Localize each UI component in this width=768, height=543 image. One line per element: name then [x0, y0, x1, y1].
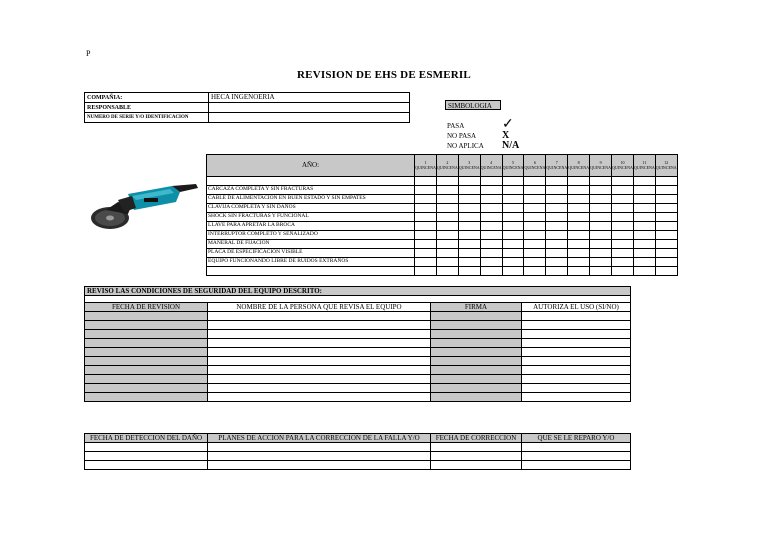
authorize-cell[interactable]	[522, 375, 631, 384]
period-label: QUINCENA	[612, 164, 633, 170]
check-cell[interactable]	[612, 186, 634, 195]
check-cell[interactable]	[480, 249, 502, 258]
signature-cell[interactable]	[431, 357, 522, 366]
check-cell[interactable]	[524, 213, 546, 222]
period-number: 8	[577, 160, 580, 165]
period-header	[502, 155, 524, 177]
check-cell[interactable]	[502, 195, 524, 204]
x-icon: X	[502, 130, 510, 141]
repair-cell[interactable]	[522, 461, 631, 470]
check-cell[interactable]	[633, 249, 655, 258]
check-cell[interactable]	[568, 204, 590, 213]
check-cell[interactable]	[524, 195, 546, 204]
period-header	[480, 155, 502, 177]
check-cell[interactable]	[633, 213, 655, 222]
checklist-row	[207, 240, 678, 249]
check-cell[interactable]	[612, 249, 634, 258]
authorize-cell[interactable]	[522, 357, 631, 366]
check-cell[interactable]	[415, 177, 437, 186]
signature-cell[interactable]	[431, 321, 522, 330]
reviewer-name-cell[interactable]	[208, 330, 431, 339]
check-cell[interactable]	[568, 195, 590, 204]
repair-cell[interactable]	[522, 443, 631, 452]
check-cell[interactable]	[590, 249, 612, 258]
checklist-row	[207, 177, 678, 186]
check-cell[interactable]	[480, 231, 502, 240]
check-cell[interactable]	[458, 213, 480, 222]
period-label: QUINCENA	[458, 164, 480, 170]
check-cell[interactable]	[590, 258, 612, 267]
check-cell[interactable]	[524, 222, 546, 231]
check-cell[interactable]	[633, 186, 655, 195]
checklist-row	[207, 231, 678, 240]
review-table	[84, 286, 631, 402]
period-header	[436, 155, 458, 177]
review-row	[85, 321, 631, 330]
check-cell[interactable]	[436, 249, 458, 258]
check-cell[interactable]	[612, 258, 634, 267]
check-cell[interactable]	[546, 249, 568, 258]
check-cell[interactable]	[415, 204, 437, 213]
check-cell[interactable]	[568, 186, 590, 195]
reviewer-name-cell[interactable]	[208, 366, 431, 375]
check-cell[interactable]	[415, 249, 437, 258]
action-row	[85, 461, 631, 470]
signature-cell[interactable]	[431, 375, 522, 384]
check-cell[interactable]	[458, 204, 480, 213]
check-cell[interactable]	[480, 267, 502, 276]
check-icon: ✓	[502, 117, 514, 132]
check-cell[interactable]	[590, 195, 612, 204]
period-label: QUINCENA	[546, 164, 568, 170]
check-cell[interactable]	[502, 213, 524, 222]
authorize-cell[interactable]	[522, 384, 631, 393]
check-cell[interactable]	[415, 222, 437, 231]
checklist-item-label: PLACA DE ESPECIFICACION VISIBLE	[207, 249, 415, 258]
check-cell[interactable]	[436, 231, 458, 240]
check-cell[interactable]	[480, 222, 502, 231]
check-cell[interactable]	[480, 177, 502, 186]
col-repair-done: QUE SE LE REPARO Y/O	[522, 434, 631, 443]
angle-grinder-image	[88, 180, 200, 236]
review-date-cell[interactable]	[85, 366, 208, 375]
company-label: COMPAÑIA:	[85, 93, 209, 103]
check-cell[interactable]	[612, 213, 634, 222]
correction-date-cell[interactable]	[431, 452, 522, 461]
responsible-label: RESPONSABLE	[85, 103, 209, 113]
review-row	[85, 357, 631, 366]
col-correction-date: FECHA DE CORRECCION	[431, 434, 522, 443]
check-cell[interactable]	[546, 213, 568, 222]
period-number: 7	[555, 160, 558, 165]
check-cell[interactable]	[502, 267, 524, 276]
check-cell[interactable]	[590, 213, 612, 222]
col-reviewer-name: NOMBRE DE LA PERSONA QUE REVISA EL EQUIPO	[208, 303, 431, 312]
check-cell[interactable]	[590, 267, 612, 276]
review-row	[85, 312, 631, 321]
detection-date-cell[interactable]	[85, 443, 208, 452]
review-row	[85, 348, 631, 357]
review-row	[85, 330, 631, 339]
check-cell[interactable]	[502, 258, 524, 267]
review-date-cell[interactable]	[85, 312, 208, 321]
action-plan-cell[interactable]	[208, 461, 431, 470]
check-cell[interactable]	[655, 231, 677, 240]
checklist-blank-row	[207, 267, 415, 276]
check-cell[interactable]	[633, 267, 655, 276]
detection-date-cell[interactable]	[85, 452, 208, 461]
reviewer-name-cell[interactable]	[208, 348, 431, 357]
check-cell[interactable]	[480, 213, 502, 222]
check-cell[interactable]	[590, 186, 612, 195]
check-cell[interactable]	[568, 267, 590, 276]
action-row	[85, 452, 631, 461]
period-number: 12	[664, 160, 669, 165]
period-number: 10	[620, 160, 625, 165]
action-plan-cell[interactable]	[208, 452, 431, 461]
checklist-item-label: CARCAZA COMPLETA Y SIN FRACTURAS	[207, 186, 415, 195]
check-cell[interactable]	[655, 267, 677, 276]
checklist-row	[207, 267, 678, 276]
reviewer-name-cell[interactable]	[208, 393, 431, 402]
authorize-cell[interactable]	[522, 321, 631, 330]
period-number: 9	[599, 160, 602, 165]
check-cell[interactable]	[633, 177, 655, 186]
review-row	[85, 384, 631, 393]
check-cell[interactable]	[633, 222, 655, 231]
period-label: QUINCENA	[633, 164, 655, 170]
authorize-cell[interactable]	[522, 312, 631, 321]
review-date-cell[interactable]	[85, 384, 208, 393]
check-cell[interactable]	[590, 240, 612, 249]
check-cell[interactable]	[568, 249, 590, 258]
check-cell[interactable]	[436, 222, 458, 231]
year-label: AÑO:	[207, 155, 415, 177]
check-cell[interactable]	[436, 195, 458, 204]
period-header	[655, 155, 677, 177]
na-symbol: N/A	[502, 140, 520, 151]
reviewer-name-cell[interactable]	[208, 321, 431, 330]
authorize-cell[interactable]	[522, 366, 631, 375]
col-signature: FIRMA	[431, 303, 522, 312]
authorize-cell[interactable]	[522, 348, 631, 357]
period-label: QUINCENA	[590, 164, 612, 170]
signature-cell[interactable]	[431, 330, 522, 339]
signature-cell[interactable]	[431, 393, 522, 402]
period-header	[415, 155, 437, 177]
review-row	[85, 339, 631, 348]
check-cell[interactable]	[546, 240, 568, 249]
period-number: 3	[468, 160, 471, 165]
check-cell[interactable]	[546, 231, 568, 240]
check-cell[interactable]	[458, 195, 480, 204]
authorize-cell[interactable]	[522, 330, 631, 339]
period-label: QUINCENA	[480, 164, 502, 170]
review-date-cell[interactable]	[85, 330, 208, 339]
check-cell[interactable]	[655, 204, 677, 213]
legend-pass-label: PASA	[447, 122, 465, 130]
repair-cell[interactable]	[522, 452, 631, 461]
check-cell[interactable]	[415, 213, 437, 222]
check-cell[interactable]	[415, 231, 437, 240]
page-title: REVISION DE EHS DE ESMERIL	[297, 69, 471, 81]
detection-date-cell[interactable]	[85, 461, 208, 470]
check-cell[interactable]	[415, 267, 437, 276]
check-cell[interactable]	[655, 195, 677, 204]
checklist-blank-row	[207, 177, 415, 186]
authorize-cell[interactable]	[522, 339, 631, 348]
check-cell[interactable]	[568, 222, 590, 231]
check-cell[interactable]	[633, 258, 655, 267]
check-cell[interactable]	[612, 177, 634, 186]
check-cell[interactable]	[590, 204, 612, 213]
review-date-cell[interactable]	[85, 339, 208, 348]
checklist-item-label: LLAVE PARA APRETAR LA BROCA	[207, 222, 415, 231]
period-number: 4	[490, 160, 493, 165]
period-label: QUINCENA	[568, 164, 590, 170]
check-cell[interactable]	[524, 267, 546, 276]
check-cell[interactable]	[480, 195, 502, 204]
check-cell[interactable]	[612, 267, 634, 276]
check-cell[interactable]	[546, 258, 568, 267]
header-table	[84, 92, 410, 123]
checklist-row	[207, 204, 678, 213]
checklist-row	[207, 195, 678, 204]
check-cell[interactable]	[568, 258, 590, 267]
check-cell[interactable]	[655, 258, 677, 267]
company-field[interactable]: HECA INGENOERIA	[209, 93, 410, 103]
period-number: 11	[642, 160, 647, 165]
period-number: 5	[512, 160, 514, 165]
check-cell[interactable]	[436, 186, 458, 195]
correction-date-cell[interactable]	[431, 461, 522, 470]
review-date-cell[interactable]	[85, 393, 208, 402]
reviewer-name-cell[interactable]	[208, 312, 431, 321]
signature-cell[interactable]	[431, 384, 522, 393]
check-cell[interactable]	[546, 267, 568, 276]
check-cell[interactable]	[458, 240, 480, 249]
responsible-field[interactable]	[209, 103, 410, 113]
signature-cell[interactable]	[431, 339, 522, 348]
review-date-cell[interactable]	[85, 357, 208, 366]
check-cell[interactable]	[415, 240, 437, 249]
check-cell[interactable]	[502, 186, 524, 195]
checklist-row	[207, 222, 678, 231]
check-cell[interactable]	[590, 177, 612, 186]
check-cell[interactable]	[546, 222, 568, 231]
checklist-item-label: EQUIPO FUNCIONANDO LIBRE DE RUIDOS EXTRAÑOS	[207, 258, 415, 267]
review-row	[85, 366, 631, 375]
check-cell[interactable]	[415, 258, 437, 267]
period-header	[612, 155, 634, 177]
check-cell[interactable]	[415, 195, 437, 204]
check-cell[interactable]	[524, 186, 546, 195]
legend-title: SIMBOLOGIA	[445, 100, 501, 110]
col-action-plans: PLANES DE ACCION PARA LA CORRECCION DE LA FALLA Y/O	[208, 434, 431, 443]
correction-date-cell[interactable]	[431, 443, 522, 452]
check-cell[interactable]	[502, 231, 524, 240]
check-cell[interactable]	[436, 204, 458, 213]
checklist-row	[207, 249, 678, 258]
reviewer-name-cell[interactable]	[208, 375, 431, 384]
checklist-item-label: INTERRUPTOR COMPLETO Y SEÑALIZADO	[207, 231, 415, 240]
check-cell[interactable]	[502, 177, 524, 186]
signature-cell[interactable]	[431, 312, 522, 321]
check-cell[interactable]	[436, 267, 458, 276]
page-mark: P	[86, 49, 91, 58]
check-cell[interactable]	[655, 186, 677, 195]
check-cell[interactable]	[436, 258, 458, 267]
check-cell[interactable]	[590, 222, 612, 231]
period-header	[546, 155, 568, 177]
review-title: REVISO LAS CONDICIONES DE SEGURIDAD DEL EQUIPO DESCRITO:	[85, 287, 631, 296]
period-label: QUINCENA	[415, 164, 436, 170]
check-cell[interactable]	[633, 240, 655, 249]
actions-table	[84, 433, 631, 470]
check-cell[interactable]	[612, 240, 634, 249]
signature-cell[interactable]	[431, 366, 522, 375]
check-cell[interactable]	[612, 222, 634, 231]
checklist-item-label: CABLE DE ALIMENTACION EN BUEN ESTADO Y SIN EMPATES	[207, 195, 415, 204]
checklist-item-label: CLAVIJA COMPLETA Y SIN DAÑOS	[207, 204, 415, 213]
review-date-cell[interactable]	[85, 321, 208, 330]
period-header	[590, 155, 612, 177]
check-cell[interactable]	[480, 258, 502, 267]
check-cell[interactable]	[568, 213, 590, 222]
check-cell[interactable]	[655, 177, 677, 186]
review-row	[85, 393, 631, 402]
period-number: 6	[533, 160, 536, 165]
signature-cell[interactable]	[431, 348, 522, 357]
check-cell[interactable]	[436, 240, 458, 249]
check-cell[interactable]	[458, 267, 480, 276]
period-header	[458, 155, 480, 177]
check-cell[interactable]	[458, 258, 480, 267]
check-cell[interactable]	[524, 240, 546, 249]
check-cell[interactable]	[655, 240, 677, 249]
serial-field[interactable]	[209, 113, 410, 123]
checklist-item-label: MANERAL DE FIJACION	[207, 240, 415, 249]
check-cell[interactable]	[480, 240, 502, 249]
check-cell[interactable]	[502, 204, 524, 213]
checklist-row	[207, 213, 678, 222]
period-label: QUINCENA	[502, 164, 524, 170]
reviewer-name-cell[interactable]	[208, 384, 431, 393]
action-row	[85, 443, 631, 452]
action-plan-cell[interactable]	[208, 443, 431, 452]
period-number: 1	[424, 160, 427, 165]
check-cell[interactable]	[458, 231, 480, 240]
serial-label: NUMERO DE SERIE Y/O IDENTIFICACION	[85, 113, 209, 123]
check-cell[interactable]	[633, 204, 655, 213]
check-cell[interactable]	[655, 222, 677, 231]
col-authorize-use: AUTORIZA EL USO (SI/NO)	[522, 303, 631, 312]
check-cell[interactable]	[502, 249, 524, 258]
check-cell[interactable]	[546, 195, 568, 204]
review-spacer	[85, 296, 631, 303]
check-cell[interactable]	[590, 231, 612, 240]
check-cell[interactable]	[546, 177, 568, 186]
check-cell[interactable]	[612, 231, 634, 240]
check-cell[interactable]	[568, 240, 590, 249]
period-number: 2	[446, 160, 449, 165]
check-cell[interactable]	[568, 177, 590, 186]
period-header	[633, 155, 655, 177]
check-cell[interactable]	[436, 177, 458, 186]
check-cell[interactable]	[458, 222, 480, 231]
check-cell[interactable]	[524, 249, 546, 258]
check-cell[interactable]	[458, 186, 480, 195]
checklist-row	[207, 186, 678, 195]
review-row	[85, 375, 631, 384]
check-cell[interactable]	[524, 204, 546, 213]
period-label: QUINCENA	[524, 164, 546, 170]
check-cell[interactable]	[436, 213, 458, 222]
reviewer-name-cell[interactable]	[208, 357, 431, 366]
check-cell[interactable]	[524, 258, 546, 267]
col-review-date: FECHA DE REVISION	[85, 303, 208, 312]
period-label: QUINCENA	[655, 164, 677, 170]
check-cell[interactable]	[633, 231, 655, 240]
reviewer-name-cell[interactable]	[208, 339, 431, 348]
check-cell[interactable]	[524, 231, 546, 240]
period-label: QUINCENA	[436, 164, 458, 170]
checklist-row	[207, 258, 678, 267]
check-cell[interactable]	[546, 204, 568, 213]
check-cell[interactable]	[480, 204, 502, 213]
checklist-item-label: SHOCK SIN FRACTURAS Y FUNCIONAL	[207, 213, 415, 222]
check-cell[interactable]	[612, 195, 634, 204]
check-cell[interactable]	[502, 240, 524, 249]
check-cell[interactable]	[502, 222, 524, 231]
check-cell[interactable]	[568, 231, 590, 240]
period-header	[568, 155, 590, 177]
legend-na-label: NO APLICA	[447, 142, 484, 150]
check-cell[interactable]	[655, 249, 677, 258]
col-detection-date: FECHA DE DETECCION DEL DAÑO	[85, 434, 208, 443]
check-cell[interactable]	[546, 186, 568, 195]
check-cell[interactable]	[655, 213, 677, 222]
check-cell[interactable]	[524, 177, 546, 186]
check-cell[interactable]	[458, 177, 480, 186]
authorize-cell[interactable]	[522, 393, 631, 402]
check-cell[interactable]	[633, 195, 655, 204]
review-date-cell[interactable]	[85, 375, 208, 384]
checklist-table	[206, 154, 678, 276]
review-date-cell[interactable]	[85, 348, 208, 357]
check-cell[interactable]	[612, 204, 634, 213]
check-cell[interactable]	[415, 186, 437, 195]
check-cell[interactable]	[480, 186, 502, 195]
period-header	[524, 155, 546, 177]
check-cell[interactable]	[458, 249, 480, 258]
legend-fail-label: NO PASA	[447, 132, 477, 140]
